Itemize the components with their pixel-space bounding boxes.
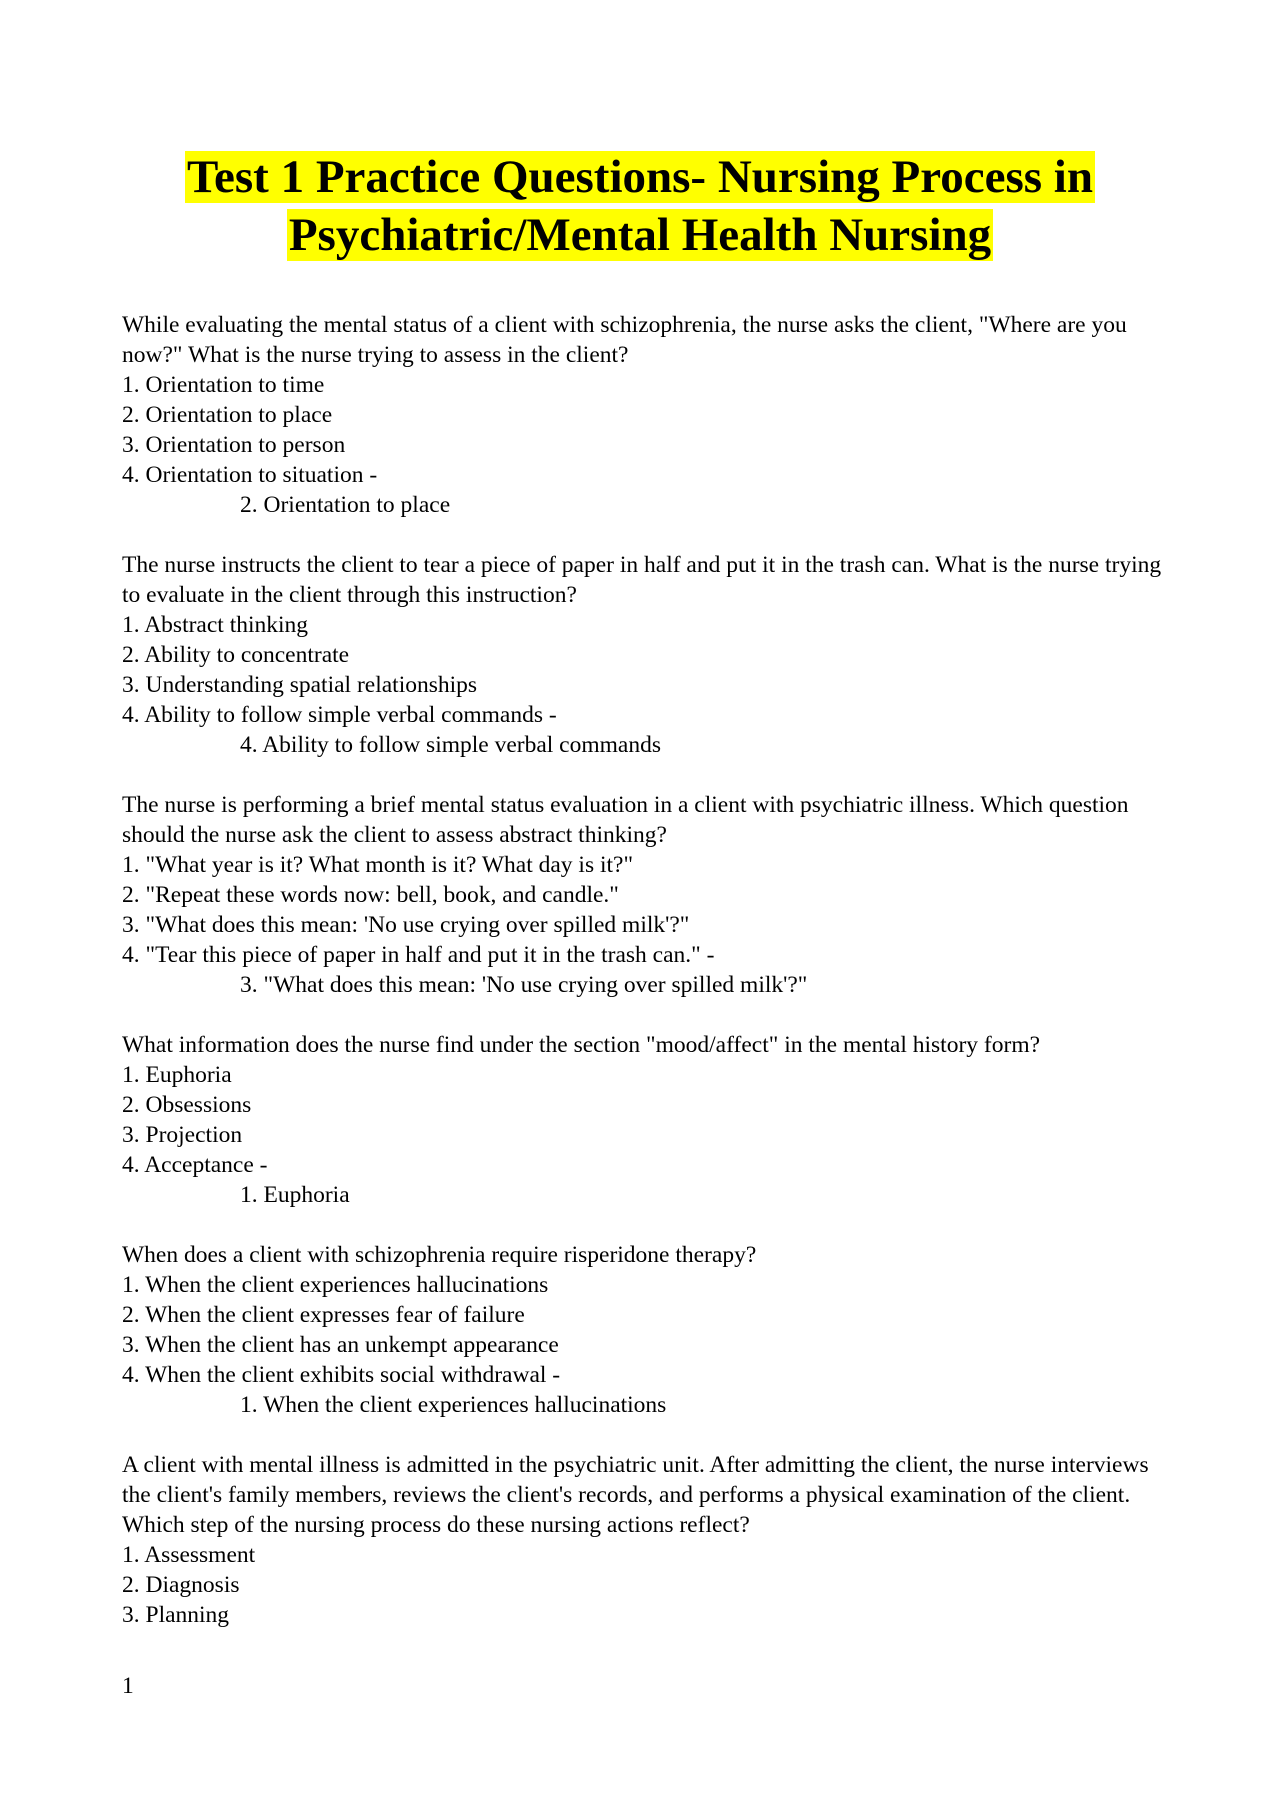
question-option: 1. When the client experiences hallucinations <box>122 1272 549 1298</box>
question-4 <box>122 1030 1162 1210</box>
title-line-2 <box>120 206 1160 264</box>
question-option: 4. When the client exhibits social withdrawal - <box>122 1362 561 1388</box>
title-highlight-2: Psychiatric/Mental Health Nursing <box>288 209 992 261</box>
question-option: 4. Ability to follow simple verbal commands - <box>122 702 557 728</box>
question-option: 3. Planning <box>122 1602 230 1628</box>
question-option: 1. Euphoria <box>122 1062 232 1088</box>
question-3 <box>122 790 1162 1000</box>
question-text: The nurse is performing a brief mental status evaluation in a client with psychiatric illness. Which question should the nurse ask the client to assess abstract thinking? <box>122 792 1129 848</box>
question-option: 4. "Tear this piece of paper in half and put it in the trash can." - <box>122 942 715 968</box>
question-option: 2. Ability to concentrate <box>122 642 350 668</box>
question-option: 1. Abstract thinking <box>122 612 309 638</box>
question-5 <box>122 1240 1162 1420</box>
question-text: The nurse instructs the client to tear a piece of paper in half and put it in the trash can. What is the nurse trying to evaluate in the client through this instruction? <box>122 552 1162 608</box>
question-option: 3. Projection <box>122 1122 243 1148</box>
question-option: 2. When the client expresses fear of failure <box>122 1302 525 1328</box>
question-6 <box>122 1450 1162 1630</box>
question-option: 3. Understanding spatial relationships <box>122 672 478 698</box>
question-option: 2. "Repeat these words now: bell, book, and candle." <box>122 882 619 908</box>
question-option: 4. Orientation to situation - <box>122 462 378 488</box>
question-answer: 4. Ability to follow simple verbal commands <box>240 732 661 758</box>
question-answer: 3. "What does this mean: 'No use crying over spilled milk'?" <box>240 972 808 998</box>
question-option: 3. When the client has an unkempt appearance <box>122 1332 559 1358</box>
question-option: 2. Orientation to place <box>122 402 333 428</box>
question-option: 3. "What does this mean: 'No use crying over spilled milk'?" <box>122 912 690 938</box>
question-option: 1. "What year is it? What month is it? What day is it?" <box>122 852 634 878</box>
question-text: What information does the nurse find under the section "mood/affect" in the mental history form? <box>122 1032 1041 1058</box>
question-option: 1. Assessment <box>122 1542 256 1568</box>
document-title <box>120 148 1160 264</box>
question-1 <box>122 310 1162 520</box>
question-2 <box>122 550 1162 760</box>
question-answer: 2. Orientation to place <box>240 492 451 518</box>
question-option: 2. Diagnosis <box>122 1572 240 1598</box>
title-line-1 <box>120 148 1160 206</box>
question-text: When does a client with schizophrenia require risperidone therapy? <box>122 1242 757 1268</box>
question-option: 3. Orientation to person <box>122 432 346 458</box>
question-option: 4. Acceptance - <box>122 1152 268 1178</box>
question-answer: 1. Euphoria <box>240 1182 350 1208</box>
question-text: While evaluating the mental status of a client with schizophrenia, the nurse asks the client, "Where are you now?" What is the nurse trying to assess in the client? <box>122 312 1127 368</box>
title-highlight-1: Test 1 Practice Questions- Nursing Process in <box>187 151 1093 203</box>
question-text: A client with mental illness is admitted in the psychiatric unit. After admitting the client, the nurse interviews the client's family members, reviews the client's records, and performs a physical examination of the client. Which step of the nursing process do these nursing actions reflect? <box>122 1452 1149 1538</box>
question-option: 1. Orientation to time <box>122 372 325 398</box>
question-option: 2. Obsessions <box>122 1092 252 1118</box>
questions-list <box>122 310 1162 1660</box>
question-answer: 1. When the client experiences hallucinations <box>240 1392 667 1418</box>
page-number: 1 <box>122 1673 134 1699</box>
